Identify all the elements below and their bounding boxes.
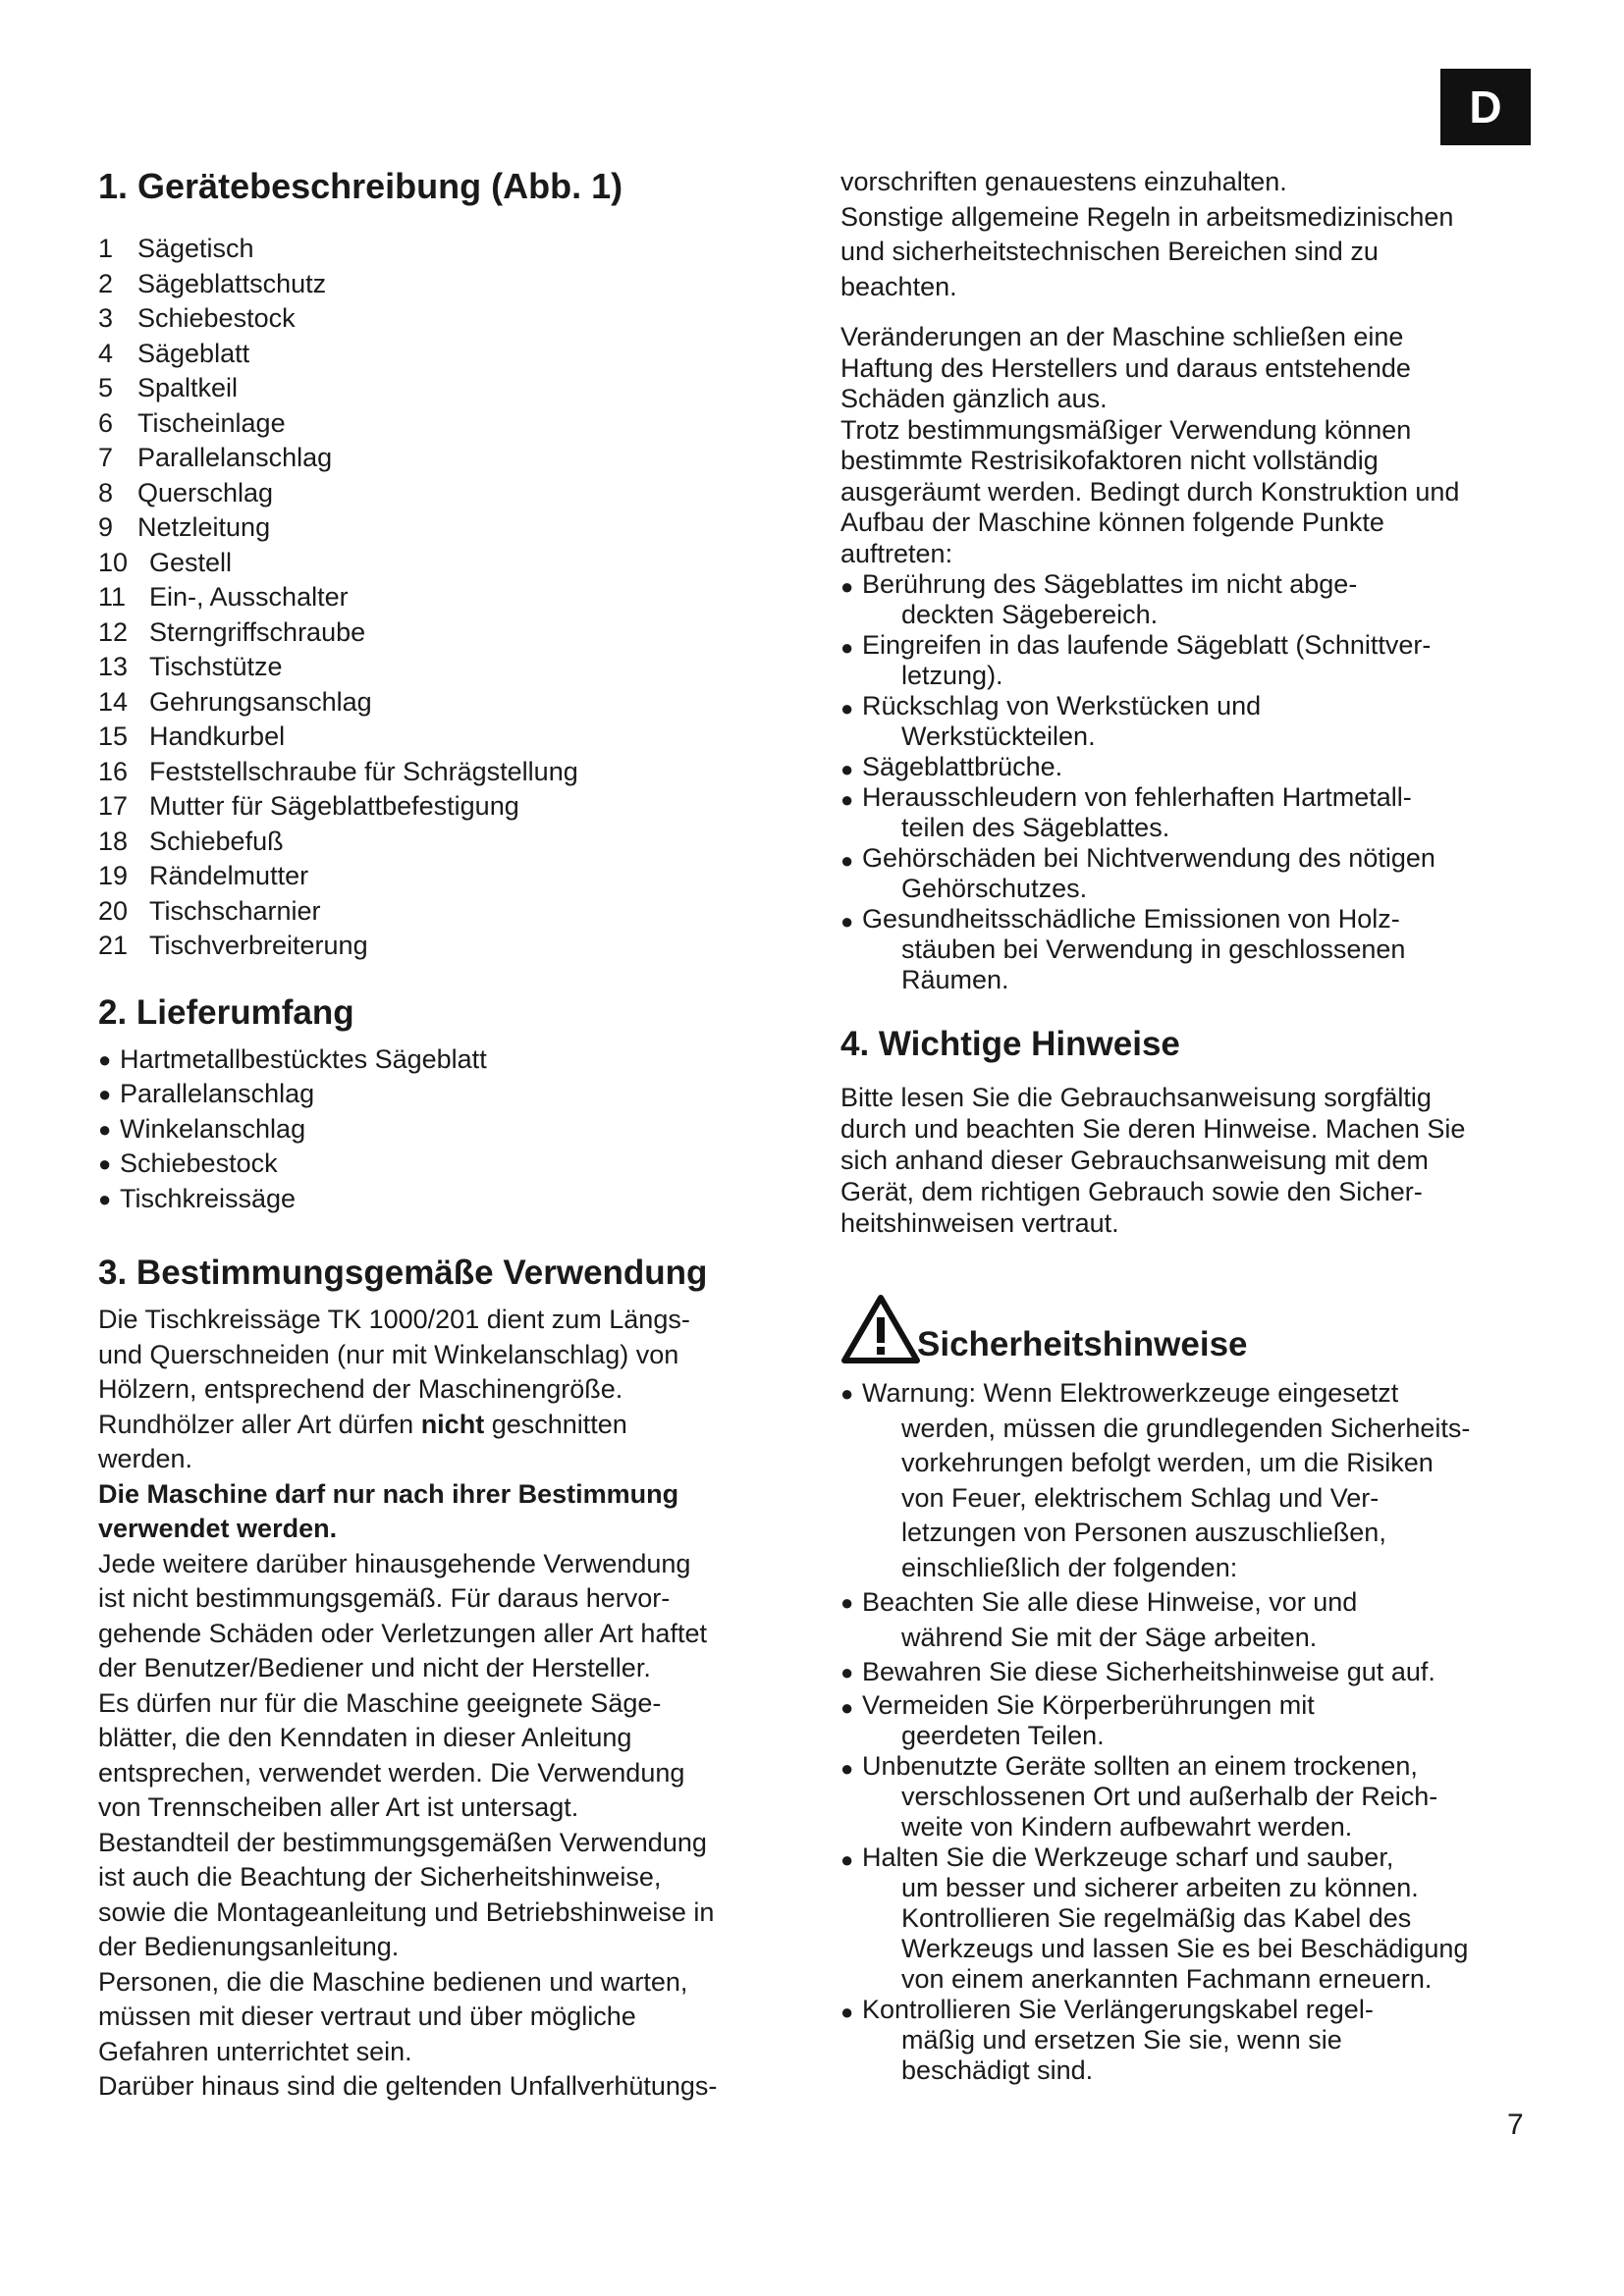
list-item: 17 Mutter für Sägeblattbefestigung	[98, 791, 519, 821]
text-line: Es dürfen nur für die Maschine geeignete Säge-	[98, 1687, 662, 1718]
list-item: ● Gesundheitsschädliche Emissionen von Holz- stäuben bei Verwendung in geschlossenen Räumen.	[840, 904, 1406, 994]
text-line: vorschriften genauestens einzuhalten.	[840, 167, 1287, 196]
right-column	[840, 165, 1547, 2086]
text-line: Trotz bestimmungsmäßiger Verwendung können	[840, 414, 1412, 445]
text-line: ist nicht bestimmungsgemäß. Für daraus hervor-	[98, 1583, 671, 1613]
bullet-icon: ●	[840, 1660, 854, 1684]
list-item: ● Halten Sie die Werkzeuge scharf und sauber, um besser und sicherer arbeiten zu können. Kontrollieren Sie regelmäßig das Kabel des Werkzeugs und lassen Sie es bei Beschädigung von einem anerkannten Fachmann erneuern.	[840, 1842, 1469, 1994]
bullet-icon: ●	[98, 1082, 112, 1106]
safety-list	[840, 1376, 1547, 2086]
list-item: 1 Sägetisch	[98, 234, 254, 263]
text-line: Rundhölzer aller Art dürfen nicht geschnitten	[98, 1409, 627, 1439]
list-item: 18 Schiebefuß	[98, 826, 284, 856]
list-item: ● Hartmetallbestücktes Sägeblatt	[98, 1042, 800, 1078]
list-item: 15 Handkurbel	[98, 721, 286, 751]
text-line: Aufbau der Maschine können folgende Punkte	[840, 507, 1384, 537]
bold-notice: verwendet werden.	[98, 1514, 338, 1543]
notes-paragraph	[840, 1082, 1547, 1239]
bullet-icon: ●	[840, 909, 854, 934]
text-line: ausgeräumt werden. Bedingt durch Konstruktion und	[840, 476, 1460, 507]
page-number: 7	[1507, 2109, 1524, 2141]
bullet-icon: ●	[840, 1999, 854, 2024]
list-item: ● Parallelanschlag	[98, 1077, 800, 1112]
list-item: ● Beachten Sie alle diese Hinweise, vor und während Sie mit der Säge arbeiten.	[840, 1587, 1358, 1652]
bullet-icon: ●	[840, 848, 854, 873]
list-item: ● Sägeblattbrüche.	[840, 752, 1547, 782]
list-item: ● Eingreifen in das laufende Sägeblatt (Schnittver- letzung).	[840, 630, 1432, 690]
liability-paragraph	[840, 322, 1547, 569]
text-line: ist auch die Beachtung der Sicherheitshinweise,	[98, 1862, 662, 1892]
bullet-icon: ●	[98, 1046, 112, 1072]
text-line: gehende Schäden oder Verletzungen aller Art haftet	[98, 1618, 707, 1648]
left-column	[98, 165, 800, 2105]
text-line: Gerät, dem richtigen Gebrauch sowie den Sicher-	[840, 1177, 1423, 1206]
bullet-icon: ●	[840, 787, 854, 812]
bullet-icon: ●	[840, 574, 854, 599]
regulations-paragraph	[840, 165, 1547, 304]
list-item: 10 Gestell	[98, 547, 233, 577]
list-item: 5 Spaltkeil	[98, 373, 239, 402]
list-item: 7 Parallelanschlag	[98, 443, 333, 472]
text-line: Schäden gänzlich aus.	[840, 384, 1108, 413]
warning-triangle-icon	[840, 1294, 921, 1364]
text-line: beachten.	[840, 271, 957, 301]
bullet-icon: ●	[840, 1846, 854, 1872]
bullet-icon: ●	[98, 1186, 112, 1211]
language-badge: D	[1440, 69, 1531, 145]
list-item: 19 Rändelmutter	[98, 861, 309, 890]
text-line: entsprechen, verwendet werden. Die Verwendung	[98, 1757, 685, 1788]
list-item: ● Unbenutzte Geräte sollten an einem trockenen, verschlossenen Ort und außerhalb der Reich- weite von Kindern aufbewahrt werden.	[840, 1750, 1438, 1842]
text-line: Jede weitere darüber hinausgehende Verwendung	[98, 1548, 691, 1578]
text-line: durch und beachten Sie deren Hinweise. Machen Sie	[840, 1114, 1466, 1144]
text-line: Hölzern, entsprechend der Maschinengröße.	[98, 1374, 623, 1404]
text-line: Veränderungen an der Maschine schließen eine	[840, 322, 1404, 351]
list-item: ● Gehörschäden bei Nichtverwendung des nötigen Gehörschutzes.	[840, 843, 1435, 903]
list-item: ● Kontrollieren Sie Verlängerungskabel regel- mäßig und ersetzen Sie sie, wenn sie beschädigt sind.	[840, 1994, 1374, 2085]
text-line: sowie die Montageanleitung und Betriebshinweise in	[98, 1896, 715, 1927]
bullet-icon: ●	[840, 696, 854, 721]
parts-list	[98, 232, 800, 964]
safety-heading	[840, 1294, 1547, 1364]
list-item: 9 Netzleitung	[98, 512, 271, 542]
usage-paragraph	[98, 1303, 800, 2105]
bold-notice: Die Maschine darf nur nach ihrer Bestimmung	[98, 1478, 679, 1509]
text-line: Die Tischkreissäge TK 1000/201 dient zum Längs-	[98, 1305, 690, 1334]
list-item: 2 Sägeblattschutz	[98, 268, 327, 298]
list-item: 21 Tischverbreiterung	[98, 931, 368, 960]
text-line: Darüber hinaus sind die geltenden Unfallverhütungs-	[98, 2071, 718, 2101]
list-item: ● Tischkreissäge	[98, 1182, 800, 1217]
list-item: 14 Gehrungsanschlag	[98, 686, 372, 717]
text-line: müssen mit dieser vertraut und über mögliche	[98, 2002, 636, 2031]
text-line: blätter, die den Kenndaten in dieser Anleitung	[98, 1723, 632, 1752]
delivery-list	[98, 1042, 800, 1217]
text-line: auftreten:	[840, 538, 953, 568]
bullet-icon: ●	[840, 1694, 854, 1720]
text-line: Sonstige allgemeine Regeln in arbeitsmedizinischen	[840, 201, 1454, 232]
text-line: Bestandteil der bestimmungsgemäßen Verwendung	[98, 1827, 707, 1857]
bullet-icon: ●	[98, 1116, 112, 1142]
text-line: Personen, die die Maschine bedienen und warten,	[98, 1966, 688, 1997]
text-line: heitshinweisen vertraut.	[840, 1208, 1119, 1238]
section-3-title: 3. Bestimmungsgemäße Verwendung	[98, 1254, 708, 1292]
list-item: 20 Tischscharnier	[98, 895, 321, 926]
bullet-icon: ●	[840, 635, 854, 660]
text-line: bestimmte Restrisikofaktoren nicht vollständig	[840, 446, 1379, 475]
section-4-title: 4. Wichtige Hinweise	[840, 1025, 1180, 1063]
safety-title: Sicherheitshinweise	[917, 1325, 1248, 1363]
text-line: Haftung des Herstellers und daraus entstehende	[840, 352, 1411, 383]
list-item: 16 Feststellschraube für Schrägstellung	[98, 756, 578, 786]
list-item: 6 Tischeinlage	[98, 407, 286, 438]
text-line: Bitte lesen Sie die Gebrauchsanweisung sorgfältig	[840, 1083, 1432, 1112]
list-item: ● Schiebestock	[98, 1147, 800, 1182]
list-item: ● Bewahren Sie diese Sicherheitshinweise gut auf.	[840, 1655, 1547, 1690]
list-item: ● Herausschleudern von fehlerhaften Hartmetall- teilen des Sägeblattes.	[840, 782, 1412, 842]
list-item: 4 Sägeblatt	[98, 338, 250, 368]
text-line: von Trennscheiben aller Art ist untersagt.	[98, 1792, 579, 1822]
bullet-icon: ●	[98, 1151, 112, 1176]
risk-list	[840, 569, 1547, 995]
list-item: 8 Querschlag	[98, 477, 274, 507]
list-item: ● Vermeiden Sie Körperberührungen mit geerdeten Teilen.	[840, 1689, 1315, 1750]
bullet-icon: ●	[840, 757, 854, 781]
text-line: werden.	[98, 1444, 193, 1473]
text-line: und Querschneiden (nur mit Winkelanschlag) von	[98, 1339, 679, 1369]
text-line: Gefahren unterrichtet sein.	[98, 2036, 412, 2066]
bullet-icon: ●	[840, 1590, 854, 1615]
list-item: ● Warnung: Wenn Elektrowerkzeuge eingesetzt werden, müssen die grundlegenden Sicherheits- vorkehrungen befolgt werden, um die Risiken von Feuer, elektrischem Schlag und Ver- letzungen von Personen auszuschließen, einschließlich der folgenden:	[840, 1378, 1471, 1582]
text-line: und sicherheitstechnischen Bereichen sind zu	[840, 237, 1379, 266]
bullet-icon: ●	[840, 1755, 854, 1781]
section-1-title: 1. Gerätebeschreibung (Abb. 1)	[98, 166, 623, 206]
list-item: ● Berührung des Sägeblattes im nicht abge- deckten Sägebereich.	[840, 569, 1358, 629]
section-2-title: 2. Lieferumfang	[98, 992, 354, 1032]
list-item: ● Rückschlag von Werkstücken und Werkstückteilen.	[840, 691, 1262, 751]
list-item: 13 Tischstütze	[98, 652, 283, 681]
text-line: der Bedienungsanleitung.	[98, 1932, 400, 1961]
bullet-icon: ●	[840, 1381, 854, 1406]
list-item: 12 Sterngriffschraube	[98, 616, 366, 647]
list-item: 11 Ein-, Ausschalter	[98, 582, 349, 612]
list-item: 3 Schiebestock	[98, 303, 296, 333]
text-line: der Benutzer/Bediener und nicht der Hersteller.	[98, 1653, 651, 1682]
list-item: ● Winkelanschlag	[98, 1112, 800, 1148]
text-line: sich anhand dieser Gebrauchsanweisung mit dem	[840, 1146, 1429, 1175]
